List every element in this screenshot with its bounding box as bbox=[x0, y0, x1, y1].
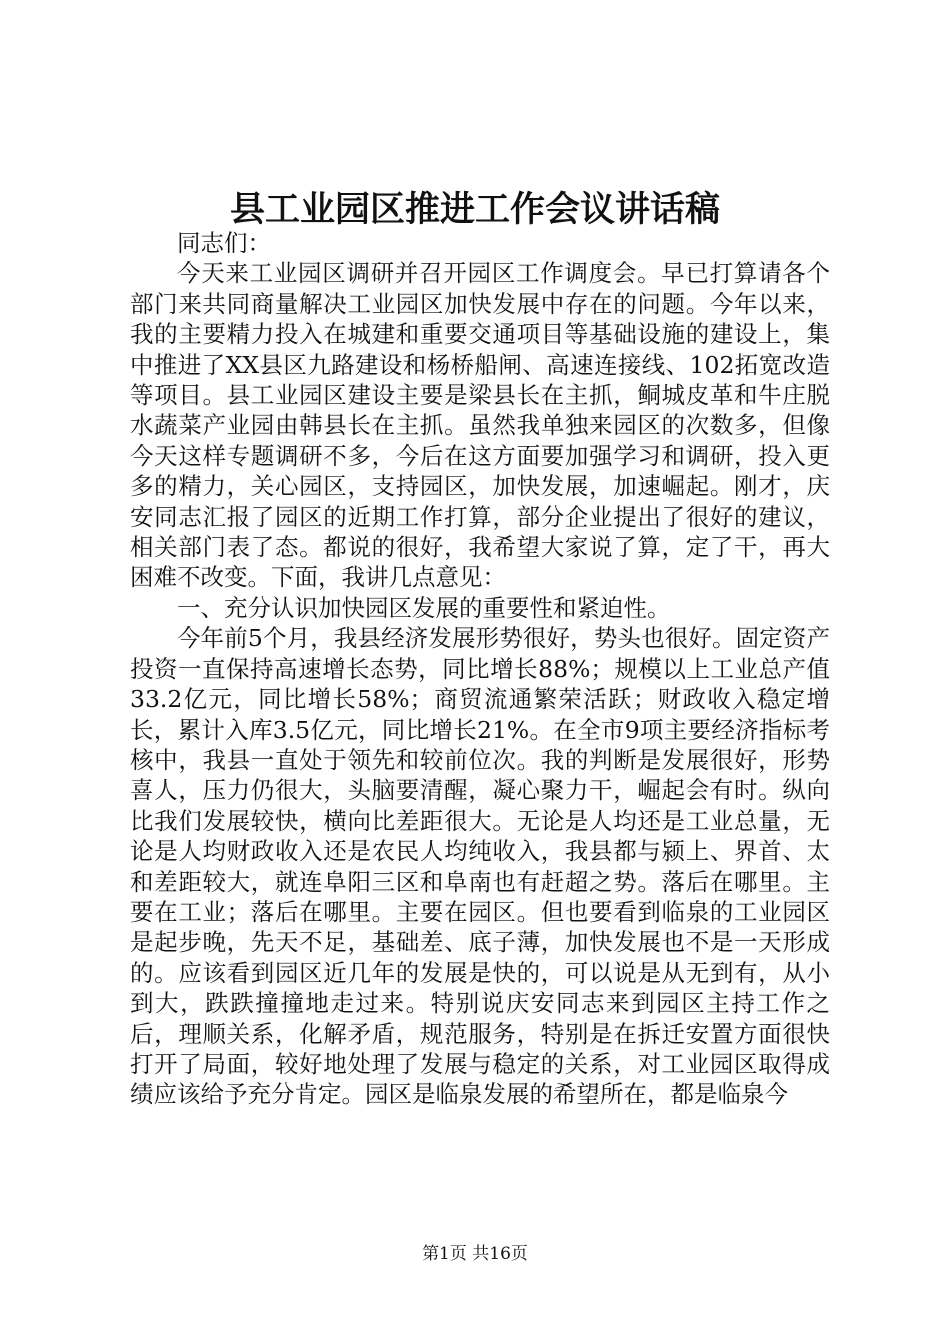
section-heading-1: 一、充分认识加快园区发展的重要性和紧迫性。 bbox=[177, 593, 671, 622]
opening-paragraph: 今天来工业园区调研并召开园区工作调度会。早已打算请各个部门来共同商量解决工业园区加快发展中存在的问题。今年以来，我的主要精力投入在城建和重要交通项目等基础设施的建设上，集中推进了XX县区九路建设和杨桥船闸、高速连接线、102拓宽改造等项目。县工业园区建设主要是梁县长在主抓，鲖城皮革和牛庄脱水蔬菜产业园由韩县长在主抓。虽然我单独来园区的次数多，但像今天这样专题调研不多，今后在这方面要加强学习和调研，投入更多的精力，关心园区，支持园区，加快发展，加速崛起。刚才，庆安同志汇报了园区的近期工作打算，部分企业提出了很好的建议，相关部门表了态。都说的很好，我希望大家说了算，定了干，再大困难不改变。下面，我讲几点意见： bbox=[130, 259, 830, 592]
section-1-paragraph: 今年前5个月，我县经济发展形势很好，势头也很好。固定资产投资一直保持高速增长态势，同比增长88%；规模以上工业总产值33.2亿元，同比增长58%；商贸流通繁荣活跃；财政收入稳定增长，累计入库3.5亿元，同比增长21%。在全市9项主要经济指标考核中，我县一直处于领先和较前位次。我的判断是发展很好，形势喜人，压力仍很大，头脑要清醒，凝心聚力干，崛起会有时。纵向比我们发展较快，横向比差距很大。无论是人均还是工业总量，无论是人均财政收入还是农民人均纯收入，我县都与颍上、界首、太和差距较大，就连阜阳三区和阜南也有赶超之势。落后在哪里。主要在工业；落后在哪里。主要在园区。但也要看到临泉的工业园区是起步晚，先天不足，基础差、底子薄，加快发展也不是一天形成的。应该看到园区近几年的发展是快的，可以说是从无到有，从小到大，跌跌撞撞地走过来。特别说庆安同志来到园区主持工作之后，理顺关系，化解矛盾，规范服务，特别是在拆迁安置方面很快打开了局面，较好地处理了发展与稳定的关系，对工业园区取得成绩应该给予充分肯定。园区是临泉发展的希望所在，都是临泉今 bbox=[130, 624, 830, 1109]
document-title: 县工业园区推进工作会议讲话稿 bbox=[229, 189, 720, 230]
page-number-footer: 第1页 共16页 bbox=[422, 1244, 528, 1264]
document-body bbox=[130, 228, 830, 1110]
salutation-paragraph: 同志们： bbox=[177, 229, 271, 257]
